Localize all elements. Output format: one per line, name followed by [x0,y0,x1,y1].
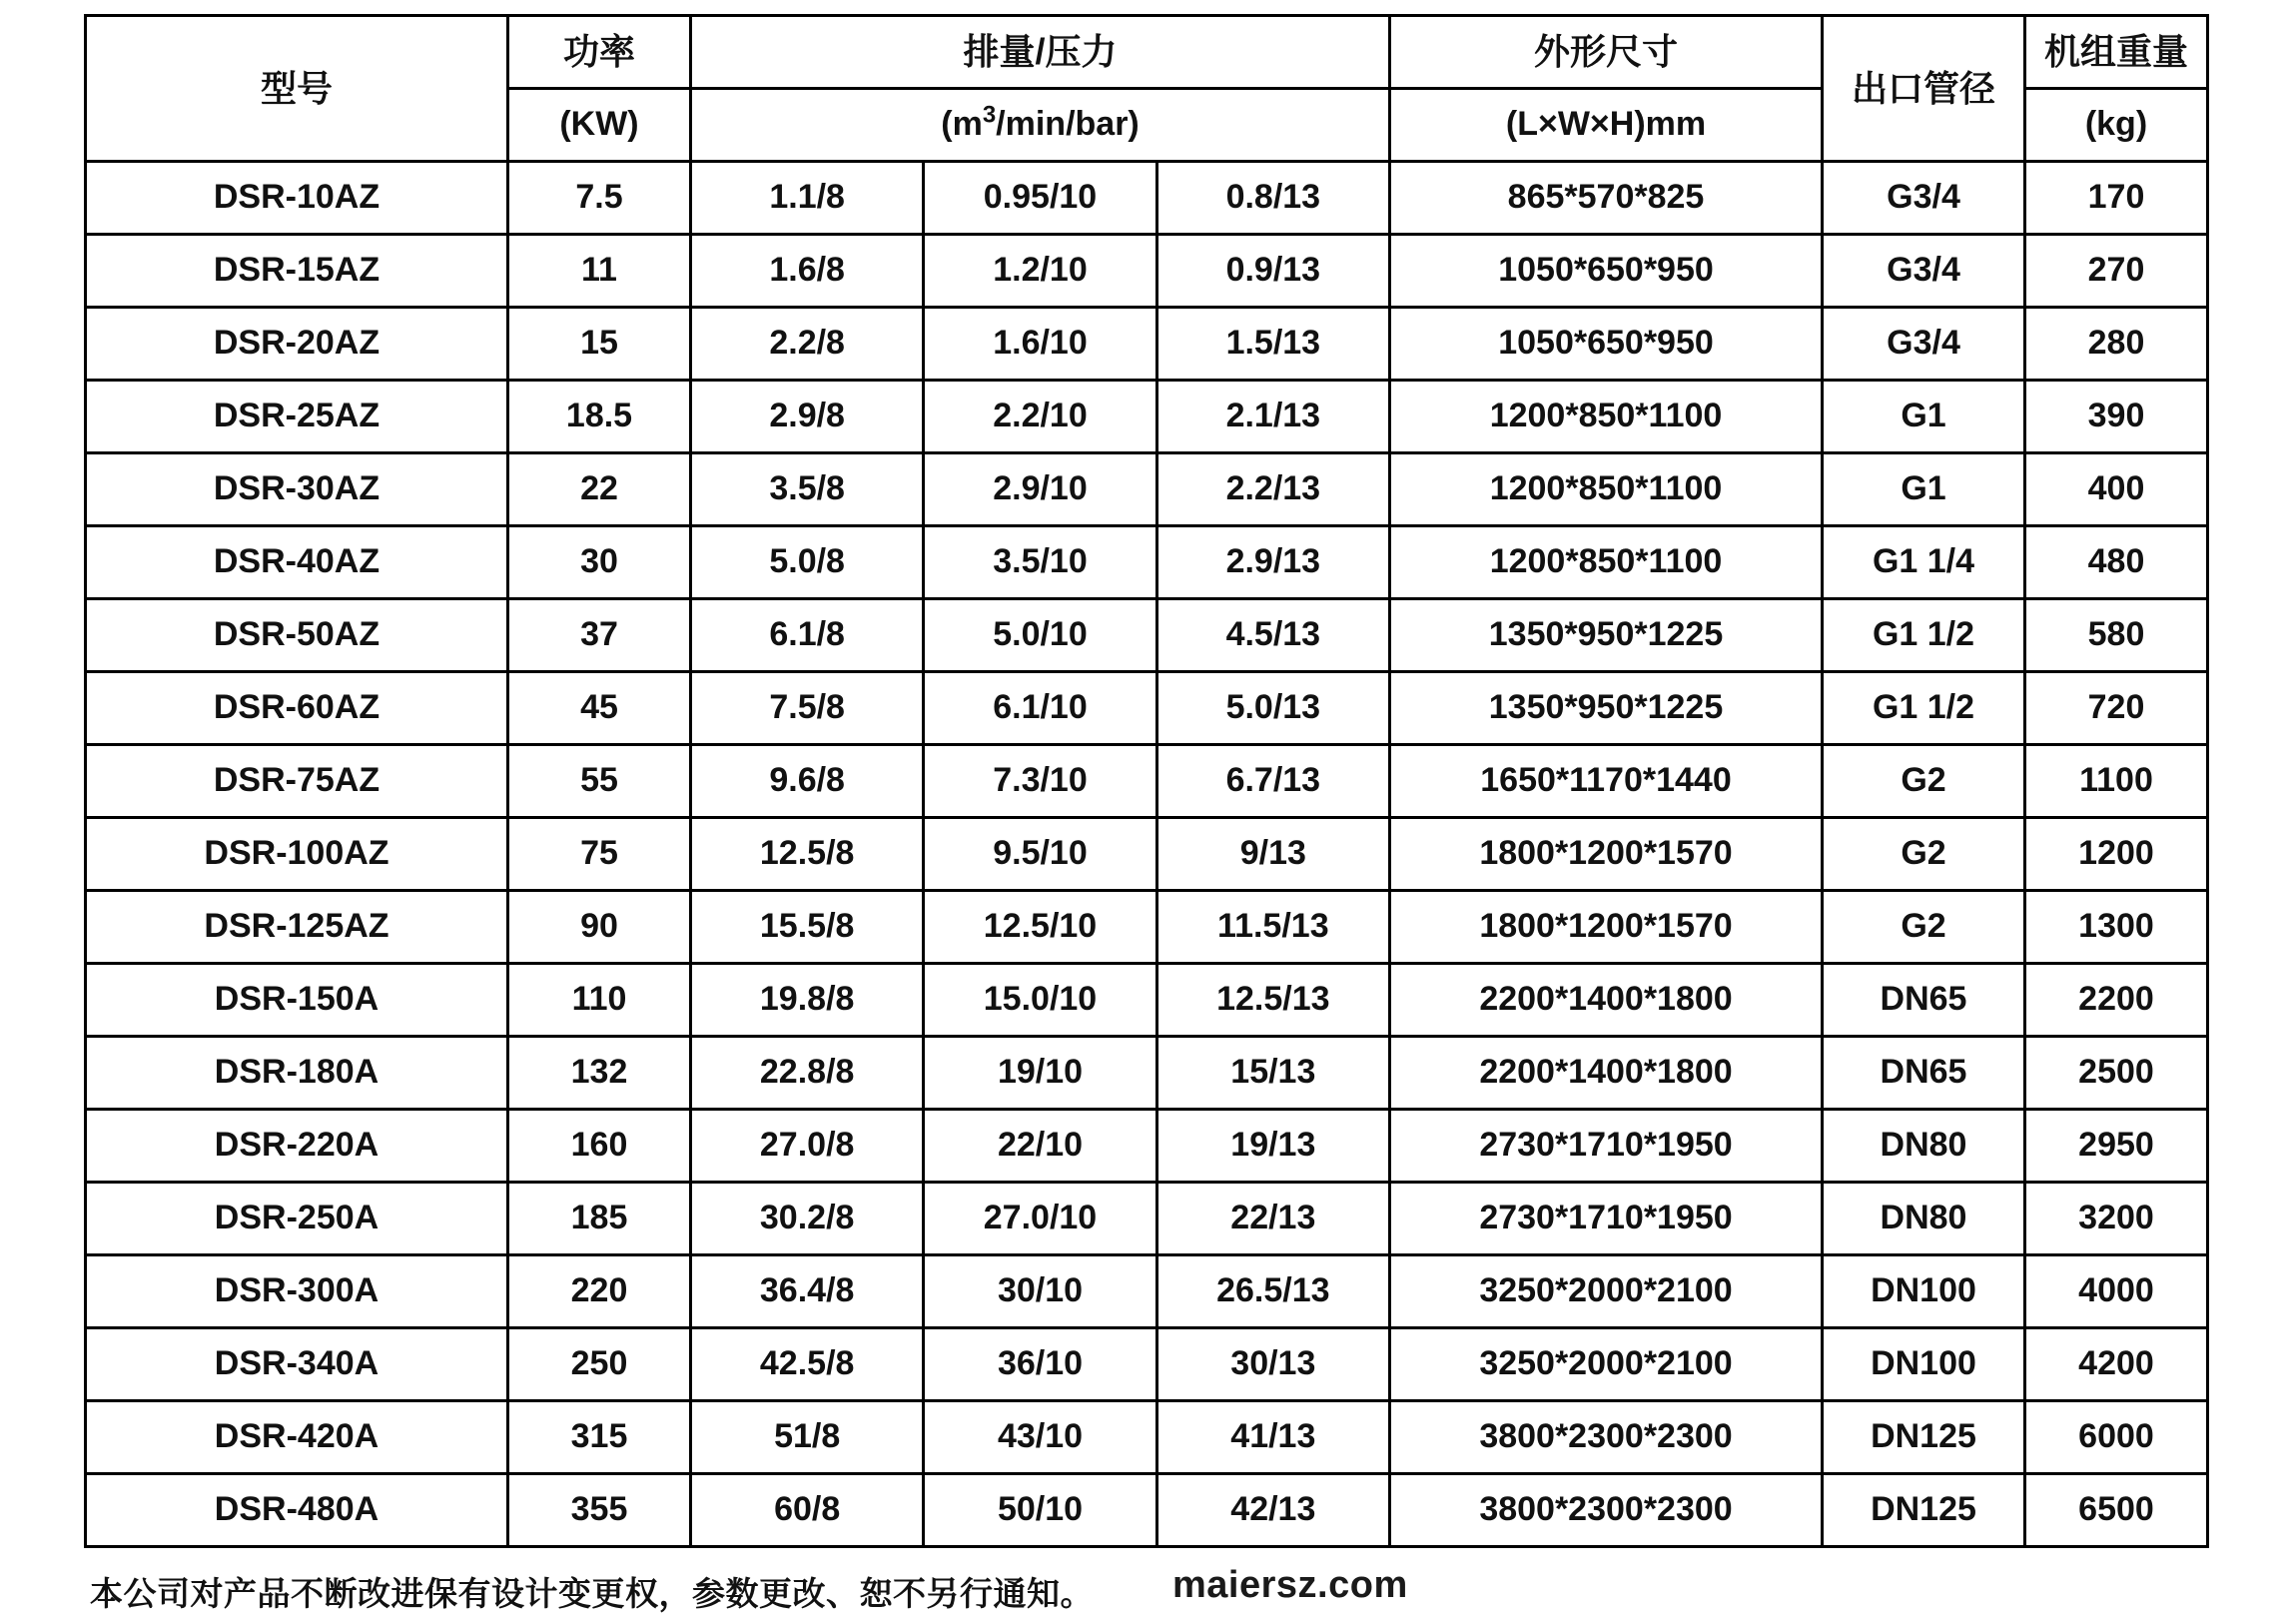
cell-flow-8bar: 3.5/8 [691,453,924,526]
cell-model: DSR-40AZ [86,526,508,599]
cell-weight: 6000 [2025,1401,2208,1474]
cell-dimension: 1050*650*950 [1390,308,1823,381]
table-row [86,453,2208,526]
table-head [86,16,2208,162]
cell-flow-13bar: 41/13 [1156,1401,1389,1474]
cell-power: 18.5 [508,381,691,453]
table-row [86,235,2208,308]
cell-flow-10bar: 19/10 [924,1037,1156,1110]
footer [84,1564,2209,1624]
cell-outlet-pipe: DN125 [1823,1474,2025,1547]
cell-outlet-pipe: DN80 [1823,1110,2025,1183]
cell-model: DSR-180A [86,1037,508,1110]
cell-power: 11 [508,235,691,308]
cell-flow-10bar: 2.9/10 [924,453,1156,526]
cell-weight: 480 [2025,526,2208,599]
cell-dimension: 1800*1200*1570 [1390,891,1823,964]
unit-dimension: (L×W×H)mm [1390,89,1823,162]
cell-flow-13bar: 11.5/13 [1156,891,1389,964]
table-row [86,1110,2208,1183]
cell-model: DSR-10AZ [86,162,508,235]
cell-dimension: 3800*2300*2300 [1390,1474,1823,1547]
cell-flow-10bar: 12.5/10 [924,891,1156,964]
cell-outlet-pipe: G1 1/2 [1823,599,2025,672]
cell-power: 355 [508,1474,691,1547]
cell-flow-13bar: 2.2/13 [1156,453,1389,526]
cell-model: DSR-100AZ [86,818,508,891]
unit-flow-superscript: 3 [982,101,997,129]
cell-weight: 1200 [2025,818,2208,891]
cell-outlet-pipe: G1 [1823,381,2025,453]
cell-outlet-pipe: G3/4 [1823,235,2025,308]
table-row [86,745,2208,818]
cell-weight: 4000 [2025,1255,2208,1328]
cell-flow-13bar: 26.5/13 [1156,1255,1389,1328]
table-row [86,964,2208,1037]
header-outlet-pipe: 出口管径 [1823,16,2025,162]
cell-power: 45 [508,672,691,745]
cell-flow-13bar: 12.5/13 [1156,964,1389,1037]
cell-weight: 720 [2025,672,2208,745]
cell-power: 185 [508,1183,691,1255]
cell-flow-10bar: 0.95/10 [924,162,1156,235]
cell-flow-13bar: 4.5/13 [1156,599,1389,672]
header-model: 型号 [86,16,508,162]
cell-dimension: 1050*650*950 [1390,235,1823,308]
cell-dimension: 1200*850*1100 [1390,526,1823,599]
table-row [86,162,2208,235]
cell-outlet-pipe: G2 [1823,891,2025,964]
cell-flow-8bar: 27.0/8 [691,1110,924,1183]
cell-dimension: 1200*850*1100 [1390,381,1823,453]
cell-dimension: 3250*2000*2100 [1390,1328,1823,1401]
cell-flow-13bar: 22/13 [1156,1183,1389,1255]
table-row [86,308,2208,381]
cell-dimension: 1350*950*1225 [1390,599,1823,672]
cell-flow-13bar: 30/13 [1156,1328,1389,1401]
cell-weight: 2500 [2025,1037,2208,1110]
cell-dimension: 3800*2300*2300 [1390,1401,1823,1474]
cell-weight: 170 [2025,162,2208,235]
cell-outlet-pipe: G1 1/2 [1823,672,2025,745]
table-row [86,526,2208,599]
table-row [86,1401,2208,1474]
spec-table-wrapper [84,14,2209,1548]
cell-flow-10bar: 2.2/10 [924,381,1156,453]
cell-flow-10bar: 22/10 [924,1110,1156,1183]
cell-outlet-pipe: G3/4 [1823,162,2025,235]
cell-flow-8bar: 7.5/8 [691,672,924,745]
cell-flow-8bar: 1.1/8 [691,162,924,235]
cell-flow-13bar: 15/13 [1156,1037,1389,1110]
cell-power: 7.5 [508,162,691,235]
cell-dimension: 1800*1200*1570 [1390,818,1823,891]
cell-power: 160 [508,1110,691,1183]
cell-weight: 390 [2025,381,2208,453]
cell-weight: 2200 [2025,964,2208,1037]
cell-flow-13bar: 19/13 [1156,1110,1389,1183]
table-row [86,599,2208,672]
cell-flow-13bar: 0.9/13 [1156,235,1389,308]
table-row [86,1328,2208,1401]
table-row [86,381,2208,453]
cell-weight: 2950 [2025,1110,2208,1183]
cell-flow-8bar: 51/8 [691,1401,924,1474]
cell-model: DSR-220A [86,1110,508,1183]
table-row [86,818,2208,891]
cell-flow-10bar: 36/10 [924,1328,1156,1401]
cell-power: 15 [508,308,691,381]
cell-flow-10bar: 3.5/10 [924,526,1156,599]
cell-flow-10bar: 7.3/10 [924,745,1156,818]
table-row [86,1474,2208,1547]
table-body [86,162,2208,1547]
header-flow-pressure: 排量/压力 [691,16,1390,89]
cell-weight: 270 [2025,235,2208,308]
cell-model: DSR-480A [86,1474,508,1547]
cell-flow-13bar: 0.8/13 [1156,162,1389,235]
header-power: 功率 [508,16,691,89]
cell-power: 37 [508,599,691,672]
cell-model: DSR-125AZ [86,891,508,964]
cell-dimension: 3250*2000*2100 [1390,1255,1823,1328]
cell-model: DSR-340A [86,1328,508,1401]
unit-power: (KW) [508,89,691,162]
cell-flow-8bar: 22.8/8 [691,1037,924,1110]
header-unit-weight: 机组重量 [2025,16,2208,89]
cell-power: 75 [508,818,691,891]
cell-model: DSR-15AZ [86,235,508,308]
cell-model: DSR-420A [86,1401,508,1474]
cell-outlet-pipe: DN100 [1823,1328,2025,1401]
cell-power: 22 [508,453,691,526]
cell-model: DSR-75AZ [86,745,508,818]
cell-flow-8bar: 12.5/8 [691,818,924,891]
cell-dimension: 2200*1400*1800 [1390,964,1823,1037]
table-row [86,1037,2208,1110]
cell-weight: 3200 [2025,1183,2208,1255]
cell-flow-8bar: 5.0/8 [691,526,924,599]
cell-flow-13bar: 42/13 [1156,1474,1389,1547]
unit-flow-prefix: (m [941,105,983,144]
cell-power: 110 [508,964,691,1037]
cell-flow-8bar: 6.1/8 [691,599,924,672]
cell-flow-8bar: 30.2/8 [691,1183,924,1255]
cell-weight: 1300 [2025,891,2208,964]
cell-power: 90 [508,891,691,964]
cell-model: DSR-30AZ [86,453,508,526]
table-row [86,672,2208,745]
cell-flow-10bar: 6.1/10 [924,672,1156,745]
cell-dimension: 2730*1710*1950 [1390,1110,1823,1183]
cell-flow-10bar: 27.0/10 [924,1183,1156,1255]
cell-power: 55 [508,745,691,818]
cell-model: DSR-300A [86,1255,508,1328]
cell-flow-8bar: 60/8 [691,1474,924,1547]
cell-model: DSR-50AZ [86,599,508,672]
cell-outlet-pipe: DN125 [1823,1401,2025,1474]
cell-flow-10bar: 15.0/10 [924,964,1156,1037]
cell-outlet-pipe: DN65 [1823,1037,2025,1110]
cell-flow-10bar: 5.0/10 [924,599,1156,672]
cell-model: DSR-20AZ [86,308,508,381]
cell-outlet-pipe: DN100 [1823,1255,2025,1328]
table-row [86,1255,2208,1328]
cell-dimension: 1350*950*1225 [1390,672,1823,745]
table-row [86,891,2208,964]
cell-flow-13bar: 2.9/13 [1156,526,1389,599]
cell-flow-8bar: 2.2/8 [691,308,924,381]
table-row [86,1183,2208,1255]
cell-flow-8bar: 1.6/8 [691,235,924,308]
unit-flow-pressure [691,89,1390,162]
cell-dimension: 865*570*825 [1390,162,1823,235]
compressor-spec-table [84,14,2209,1548]
cell-model: DSR-250A [86,1183,508,1255]
cell-power: 132 [508,1037,691,1110]
cell-outlet-pipe: DN80 [1823,1183,2025,1255]
cell-outlet-pipe: G1 [1823,453,2025,526]
cell-power: 30 [508,526,691,599]
cell-outlet-pipe: DN65 [1823,964,2025,1037]
cell-dimension: 2730*1710*1950 [1390,1183,1823,1255]
cell-weight: 6500 [2025,1474,2208,1547]
cell-outlet-pipe: G1 1/4 [1823,526,2025,599]
cell-model: DSR-25AZ [86,381,508,453]
cell-flow-13bar: 5.0/13 [1156,672,1389,745]
cell-weight: 280 [2025,308,2208,381]
cell-dimension: 2200*1400*1800 [1390,1037,1823,1110]
cell-flow-8bar: 2.9/8 [691,381,924,453]
cell-flow-13bar: 2.1/13 [1156,381,1389,453]
cell-weight: 1100 [2025,745,2208,818]
cell-flow-13bar: 1.5/13 [1156,308,1389,381]
cell-power: 220 [508,1255,691,1328]
cell-dimension: 1200*850*1100 [1390,453,1823,526]
cell-weight: 580 [2025,599,2208,672]
cell-flow-8bar: 15.5/8 [691,891,924,964]
header-row-titles [86,16,2208,89]
cell-flow-8bar: 36.4/8 [691,1255,924,1328]
cell-flow-10bar: 1.2/10 [924,235,1156,308]
cell-flow-10bar: 30/10 [924,1255,1156,1328]
cell-dimension: 1650*1170*1440 [1390,745,1823,818]
cell-flow-13bar: 9/13 [1156,818,1389,891]
cell-flow-8bar: 9.6/8 [691,745,924,818]
cell-flow-13bar: 6.7/13 [1156,745,1389,818]
footer-website: maiersz.com [1172,1564,1408,1606]
header-dimension: 外形尺寸 [1390,16,1823,89]
cell-outlet-pipe: G2 [1823,745,2025,818]
unit-weight: (kg) [2025,89,2208,162]
unit-flow-suffix: /min/bar) [996,105,1140,144]
cell-flow-10bar: 1.6/10 [924,308,1156,381]
cell-flow-10bar: 43/10 [924,1401,1156,1474]
cell-weight: 400 [2025,453,2208,526]
cell-model: DSR-60AZ [86,672,508,745]
cell-flow-10bar: 50/10 [924,1474,1156,1547]
cell-outlet-pipe: G2 [1823,818,2025,891]
cell-power: 250 [508,1328,691,1401]
cell-flow-8bar: 19.8/8 [691,964,924,1037]
cell-flow-10bar: 9.5/10 [924,818,1156,891]
cell-outlet-pipe: G3/4 [1823,308,2025,381]
cell-weight: 4200 [2025,1328,2208,1401]
cell-power: 315 [508,1401,691,1474]
cell-model: DSR-150A [86,964,508,1037]
cell-flow-8bar: 42.5/8 [691,1328,924,1401]
footer-disclaimer: 本公司对产品不断改进保有设计变更权，参数更改、恕不另行通知。 [90,1575,1094,1612]
